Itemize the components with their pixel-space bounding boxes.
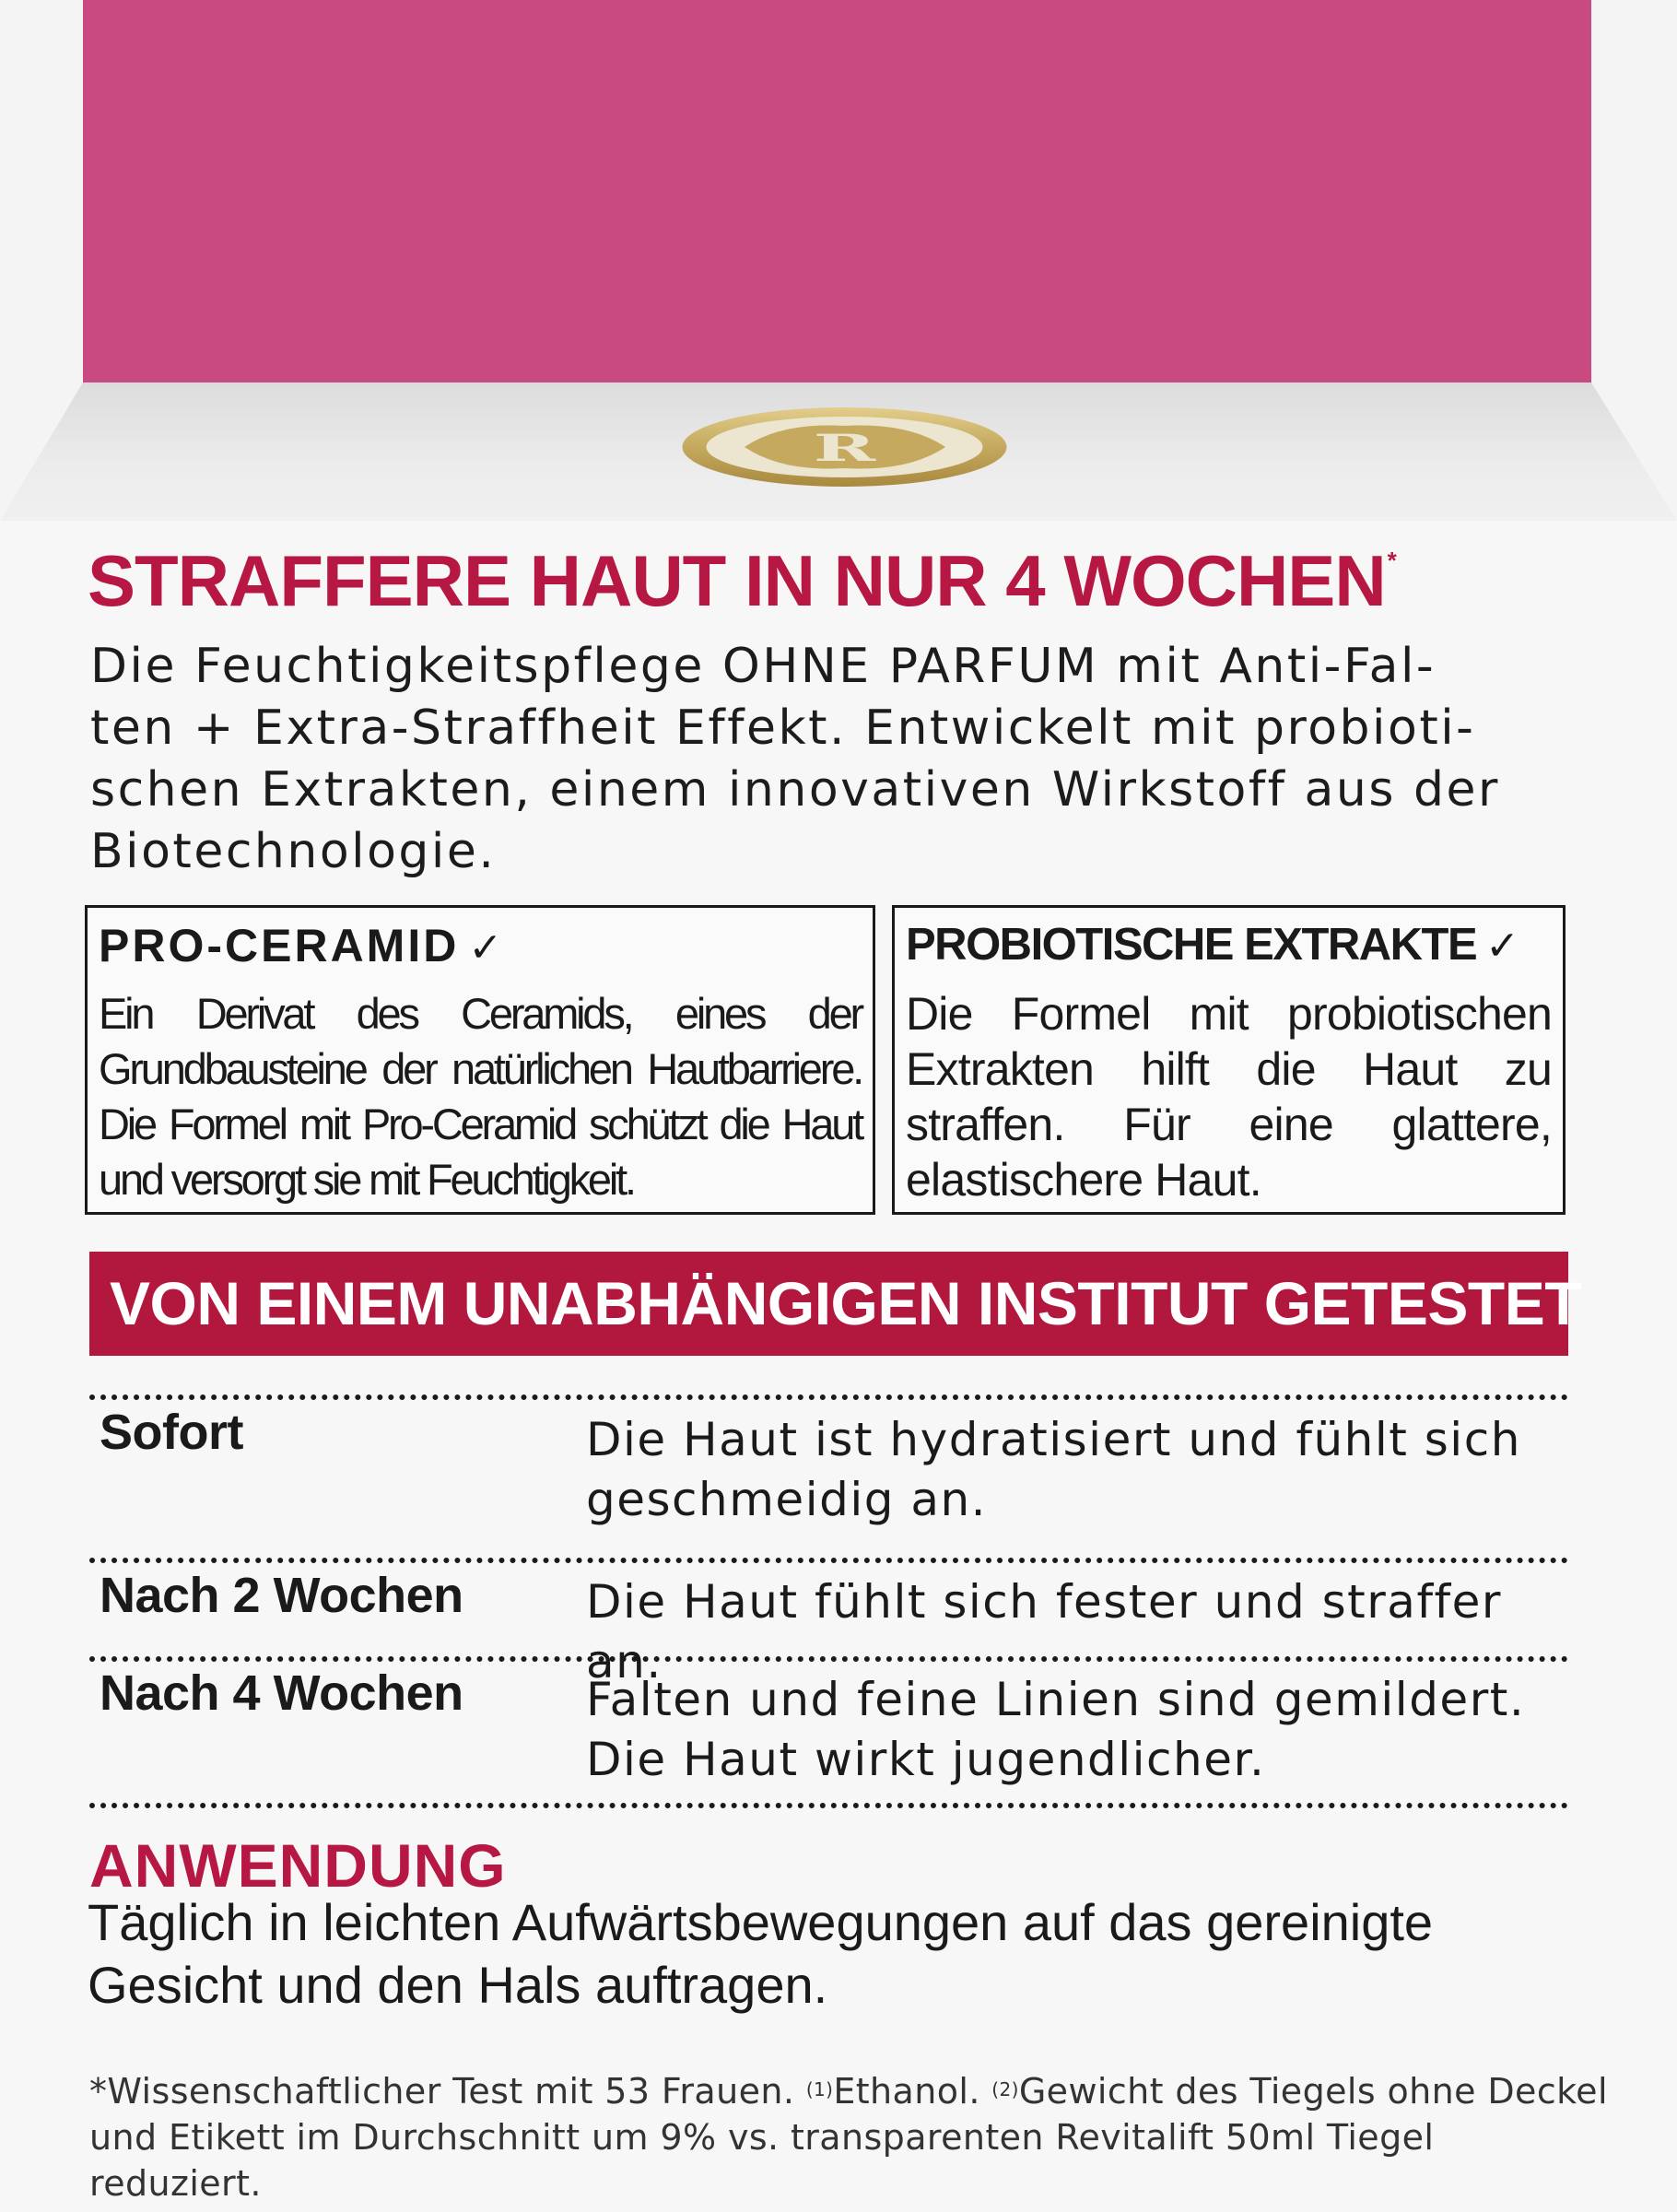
- result-text: Falten und feine Linien sind gemildert. Die Haut wirkt jugendlicher.: [586, 1673, 1526, 1786]
- intro-text: [90, 636, 1574, 883]
- gold-r-emblem-icon: [680, 406, 1009, 488]
- dotted-divider: [89, 1394, 1568, 1400]
- footnote-part: Ethanol.: [833, 2071, 992, 2112]
- result-label: Nach 4 Wochen: [100, 1665, 463, 1721]
- box-title-text: PROBIOTISCHE EXTRAKTE: [906, 920, 1477, 970]
- pink-band: [83, 0, 1591, 382]
- result-label: Nach 2 Wochen: [100, 1568, 463, 1623]
- headline-text: STRAFFERE HAUT IN NUR 4 WOCHEN: [88, 540, 1386, 621]
- probiotic-extracts-box: [892, 905, 1566, 1215]
- footnote: [89, 2068, 1610, 2206]
- emblem-letter: R: [813, 426, 876, 471]
- box-text: Ein Derivat des Ceramids, eines der Grundbausteine der natürlichen Hautbarriere. Die Formel mit Pro-Ceramid schützt die Haut und versorgt sie mit Feuchtigkeit.: [99, 989, 862, 1204]
- footnote-ref: (2): [991, 2078, 1019, 2100]
- footnote-part: *Wissenschaftlicher Test mit 53 Frauen.: [89, 2071, 806, 2112]
- footnote-part: und Etikett im Durchschnitt um 9% vs. transparenten Revitalift 50ml Tiegel reduziert.: [89, 2117, 1435, 2204]
- intro-line: schen Extrakten, einem innovativen Wirkstoff aus der: [90, 762, 1500, 818]
- headline-asterisk: *: [1387, 547, 1396, 574]
- usage-title: ANWENDUNG: [89, 1831, 507, 1900]
- headline: [88, 539, 1396, 623]
- usage-text: Täglich in leichten Aufwärtsbewegungen auf das gereinigte Gesicht und den Hals auftragen.: [88, 1893, 1434, 2014]
- dotted-divider: [89, 1656, 1568, 1662]
- footnote-ref: (1): [805, 2078, 834, 2100]
- intro-line: Die Feuchtigkeitspflege OHNE PARFUM mit Anti-Fal-: [90, 639, 1437, 694]
- box-title: [906, 919, 1519, 971]
- dotted-divider: [89, 1558, 1568, 1563]
- intro-line: Biotechnologie.: [90, 824, 497, 879]
- box-title: [99, 919, 505, 972]
- checkmark-icon: ✓: [1485, 924, 1519, 969]
- box-text: Die Formel mit probiotischen Extrakten hilft die Haut zu straffen. Für eine glattere, elastischere Haut.: [906, 988, 1552, 1206]
- footnote-part: Gewicht des Tiegels ohne Deckel: [1018, 2071, 1608, 2112]
- intro-line: ten + Extra-Straffheit Effekt. Entwickelt mit probioti-: [90, 700, 1476, 756]
- dotted-divider: [89, 1803, 1568, 1808]
- box-title-text: PRO-CERAMID: [99, 920, 460, 971]
- pro-ceramid-box: [85, 905, 875, 1215]
- result-text: Die Haut fühlt sich fester und straffer an.: [586, 1575, 1502, 1688]
- checkmark-icon: ✓: [468, 925, 506, 971]
- tested-banner: VON EINEM UNABHÄNGIGEN INSTITUT GETESTET: [89, 1252, 1568, 1356]
- result-label: Sofort: [100, 1405, 243, 1460]
- result-text: Die Haut ist hydratisiert und fühlt sich geschmeidig an.: [586, 1413, 1521, 1526]
